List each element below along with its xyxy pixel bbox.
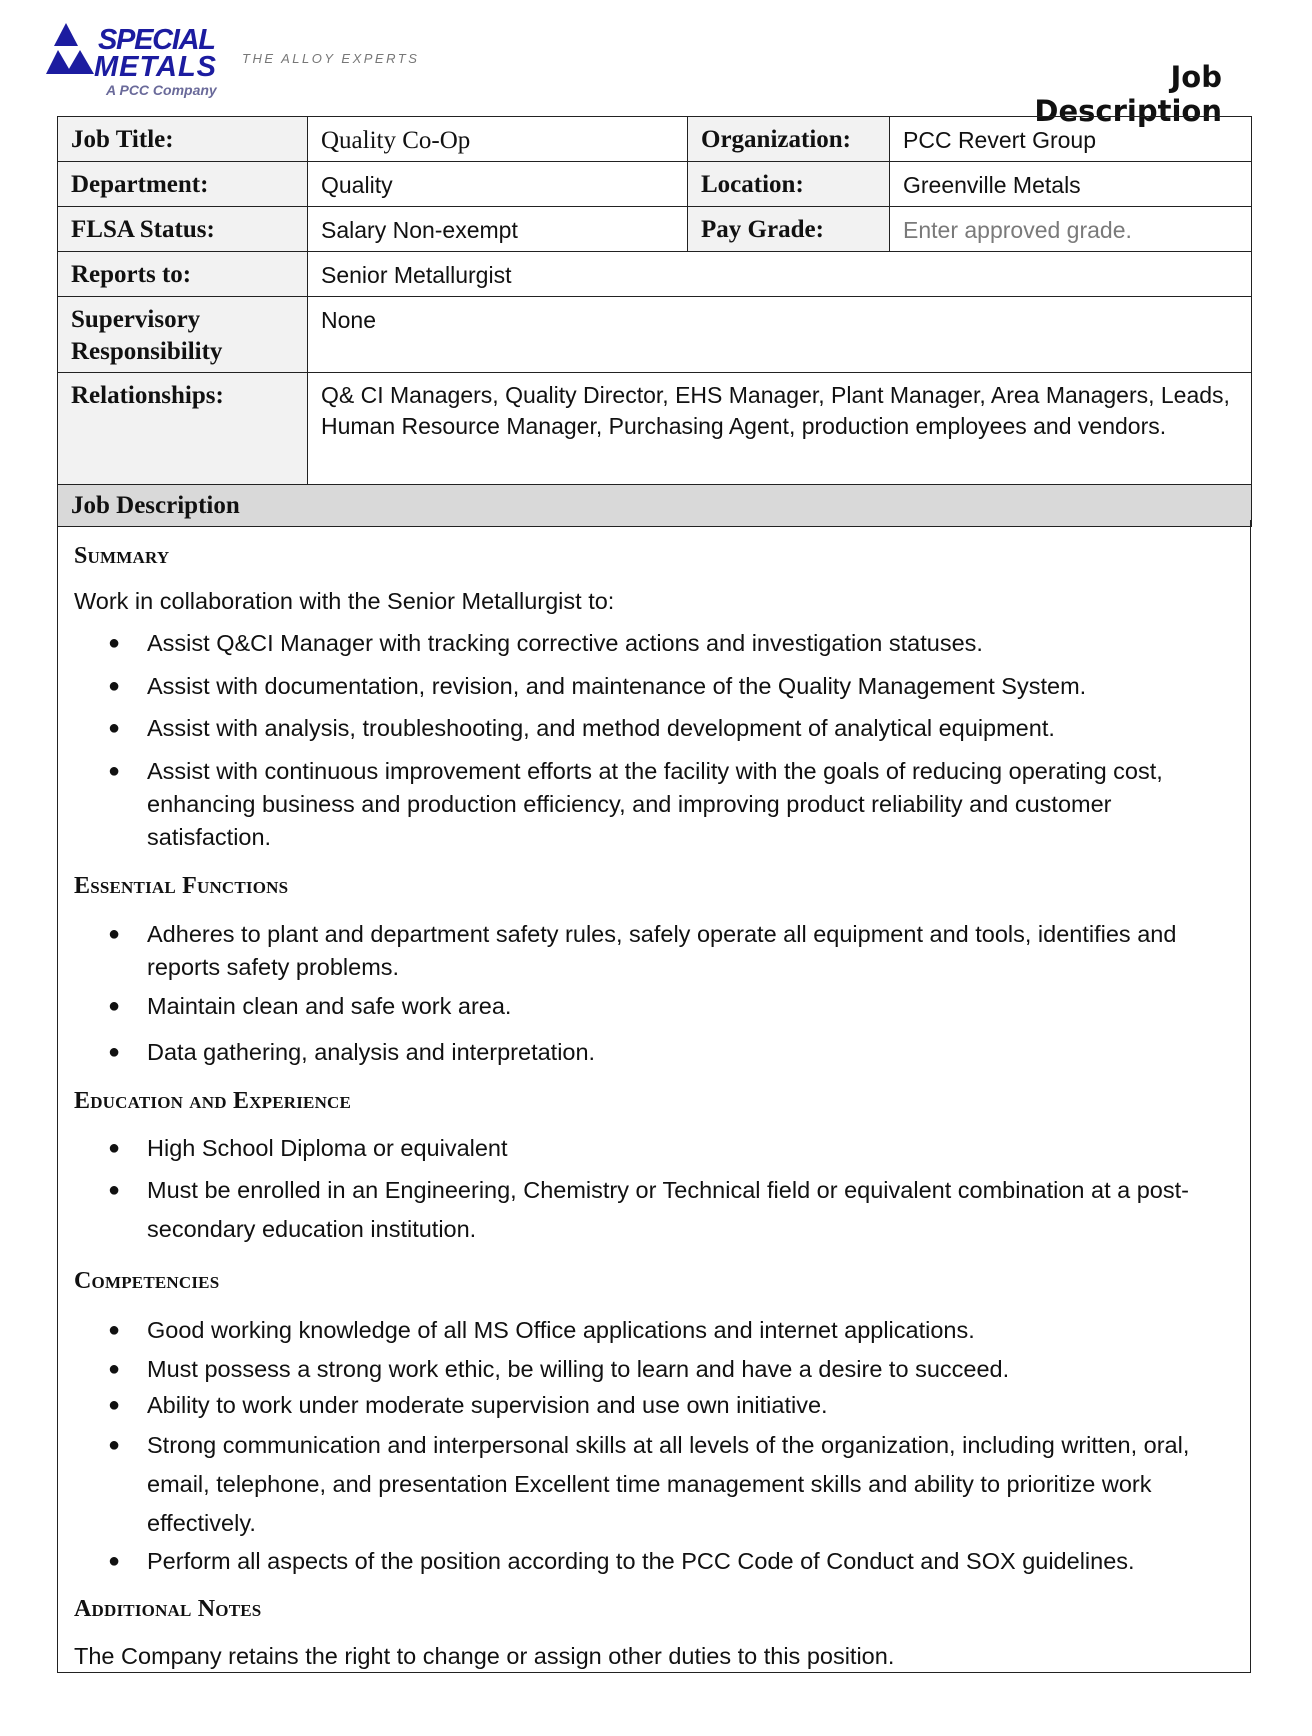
- list-item-text: Assist with continuous improvement efforts at the facility with the goals of reducing operating cost, enhancing business and production efficiency, and improving product reliability and customer satisfaction.: [147, 758, 1163, 850]
- list-item-text: Data gathering, analysis and interpretation.: [147, 1039, 596, 1065]
- job-description-header: Job Description: [58, 485, 1252, 527]
- bullet-icon: ●: [108, 1319, 121, 1341]
- list-item: [58, 1426, 1240, 1543]
- pay-grade-field[interactable]: Enter approved grade.: [890, 207, 1252, 252]
- competencies-heading: Competencies: [74, 1268, 220, 1294]
- reports-to-label: Reports to:: [58, 252, 308, 297]
- bullet-icon: ●: [108, 1179, 121, 1201]
- job-info-table: [57, 116, 1252, 527]
- bullet-icon: ●: [108, 632, 121, 654]
- list-item: [58, 1132, 1240, 1165]
- additional-notes-heading: Additional Notes: [74, 1596, 262, 1622]
- relationships-value: Q& CI Managers, Quality Director, EHS Manager, Plant Manager, Area Managers, Leads, Human Resource Manager, Purchasing Agent, production employees and vendors.: [308, 373, 1252, 485]
- svg-text:A PCC Company: A PCC Company: [106, 82, 217, 98]
- job-title-value: Quality Co-Op: [308, 117, 688, 162]
- bullet-icon: ●: [108, 1434, 121, 1456]
- essential-functions-heading: Essential Functions: [74, 873, 289, 899]
- supervisory-label-line2: Responsibility: [71, 338, 223, 365]
- supervisory-label: [58, 297, 308, 373]
- list-item: [58, 918, 1240, 984]
- bullet-icon: ●: [108, 675, 121, 697]
- bullet-icon: ●: [108, 995, 121, 1017]
- organization-value: PCC Revert Group: [890, 117, 1252, 162]
- list-item-text: Assist with documentation, revision, and maintenance of the Quality Management System.: [147, 673, 1087, 699]
- list-item: [58, 1353, 1240, 1386]
- bullet-icon: ●: [108, 1041, 121, 1063]
- document-title: Job Description: [1034, 60, 1222, 128]
- reports-to-value: Senior Metallurgist: [308, 252, 1252, 297]
- list-item-text: Adheres to plant and department safety rules, safely operate all equipment and tools, identifies and reports safety problems.: [147, 921, 1177, 980]
- special-metals-logo: [44, 18, 464, 98]
- bullet-icon: ●: [108, 1394, 121, 1416]
- bullet-icon: ●: [108, 1550, 121, 1572]
- bullet-icon: ●: [108, 1137, 121, 1159]
- flsa-value: Salary Non-exempt: [308, 207, 688, 252]
- logo-icon: [44, 18, 464, 98]
- svg-text:SPECIAL: SPECIAL: [98, 24, 216, 56]
- list-item: [58, 1314, 1240, 1347]
- location-label: Location:: [688, 162, 890, 207]
- list-item-text: Assist Q&CI Manager with tracking corrective actions and investigation statuses.: [147, 630, 983, 656]
- organization-label: Organization:: [688, 117, 890, 162]
- department-value: Quality: [308, 162, 688, 207]
- list-item: [58, 712, 1240, 745]
- bullet-icon: ●: [108, 717, 121, 739]
- list-item-text: Strong communication and interpersonal skills at all levels of the organization, including written, oral, email, telephone, and presentation Excellent time management skills and ability to prioritize work effectively.: [147, 1432, 1190, 1536]
- flsa-label: FLSA Status:: [58, 207, 308, 252]
- pay-grade-label: Pay Grade:: [688, 207, 890, 252]
- svg-text:METALS: METALS: [94, 51, 216, 83]
- list-item: [58, 1545, 1240, 1578]
- supervisory-value: None: [308, 297, 1252, 373]
- job-description-body: [57, 520, 1251, 1673]
- list-item-text: Assist with analysis, troubleshooting, and method development of analytical equipment.: [147, 715, 1055, 741]
- summary-heading: Summary: [74, 543, 170, 569]
- summary-intro: Work in collaboration with the Senior Metallurgist to:: [74, 588, 615, 614]
- list-item-text: Must possess a strong work ethic, be willing to learn and have a desire to succeed.: [147, 1356, 1010, 1382]
- job-title-label: Job Title:: [58, 117, 308, 162]
- bullet-icon: ●: [108, 1358, 121, 1380]
- additional-notes-text: The Company retains the right to change or assign other duties to this position.: [74, 1643, 895, 1669]
- list-item-text: High School Diploma or equivalent: [147, 1135, 508, 1161]
- list-item: [58, 1171, 1240, 1249]
- list-item: [58, 1389, 1240, 1422]
- list-item-text: Perform all aspects of the position according to the PCC Code of Conduct and SOX guidelines.: [147, 1548, 1135, 1574]
- bullet-icon: ●: [108, 923, 121, 945]
- list-item: [58, 1036, 1240, 1069]
- location-value: Greenville Metals: [890, 162, 1252, 207]
- list-item-text: Must be enrolled in an Engineering, Chemistry or Technical field or equivalent combination at a post-secondary education institution.: [147, 1177, 1189, 1242]
- list-item: [58, 755, 1240, 854]
- list-item-text: Good working knowledge of all MS Office applications and internet applications.: [147, 1317, 975, 1343]
- list-item: [58, 990, 1240, 1023]
- list-item: [58, 670, 1240, 703]
- supervisory-label-line1: Supervisory: [71, 306, 201, 333]
- education-heading: Education and Experience: [74, 1088, 352, 1114]
- svg-text:THE ALLOY EXPERTS: THE ALLOY EXPERTS: [242, 51, 420, 66]
- list-item: [58, 627, 1240, 660]
- bullet-icon: ●: [108, 760, 121, 782]
- list-item-text: Maintain clean and safe work area.: [147, 993, 512, 1019]
- relationships-label: Relationships:: [58, 373, 308, 485]
- list-item-text: Ability to work under moderate supervision and use own initiative.: [147, 1392, 828, 1418]
- department-label: Department:: [58, 162, 308, 207]
